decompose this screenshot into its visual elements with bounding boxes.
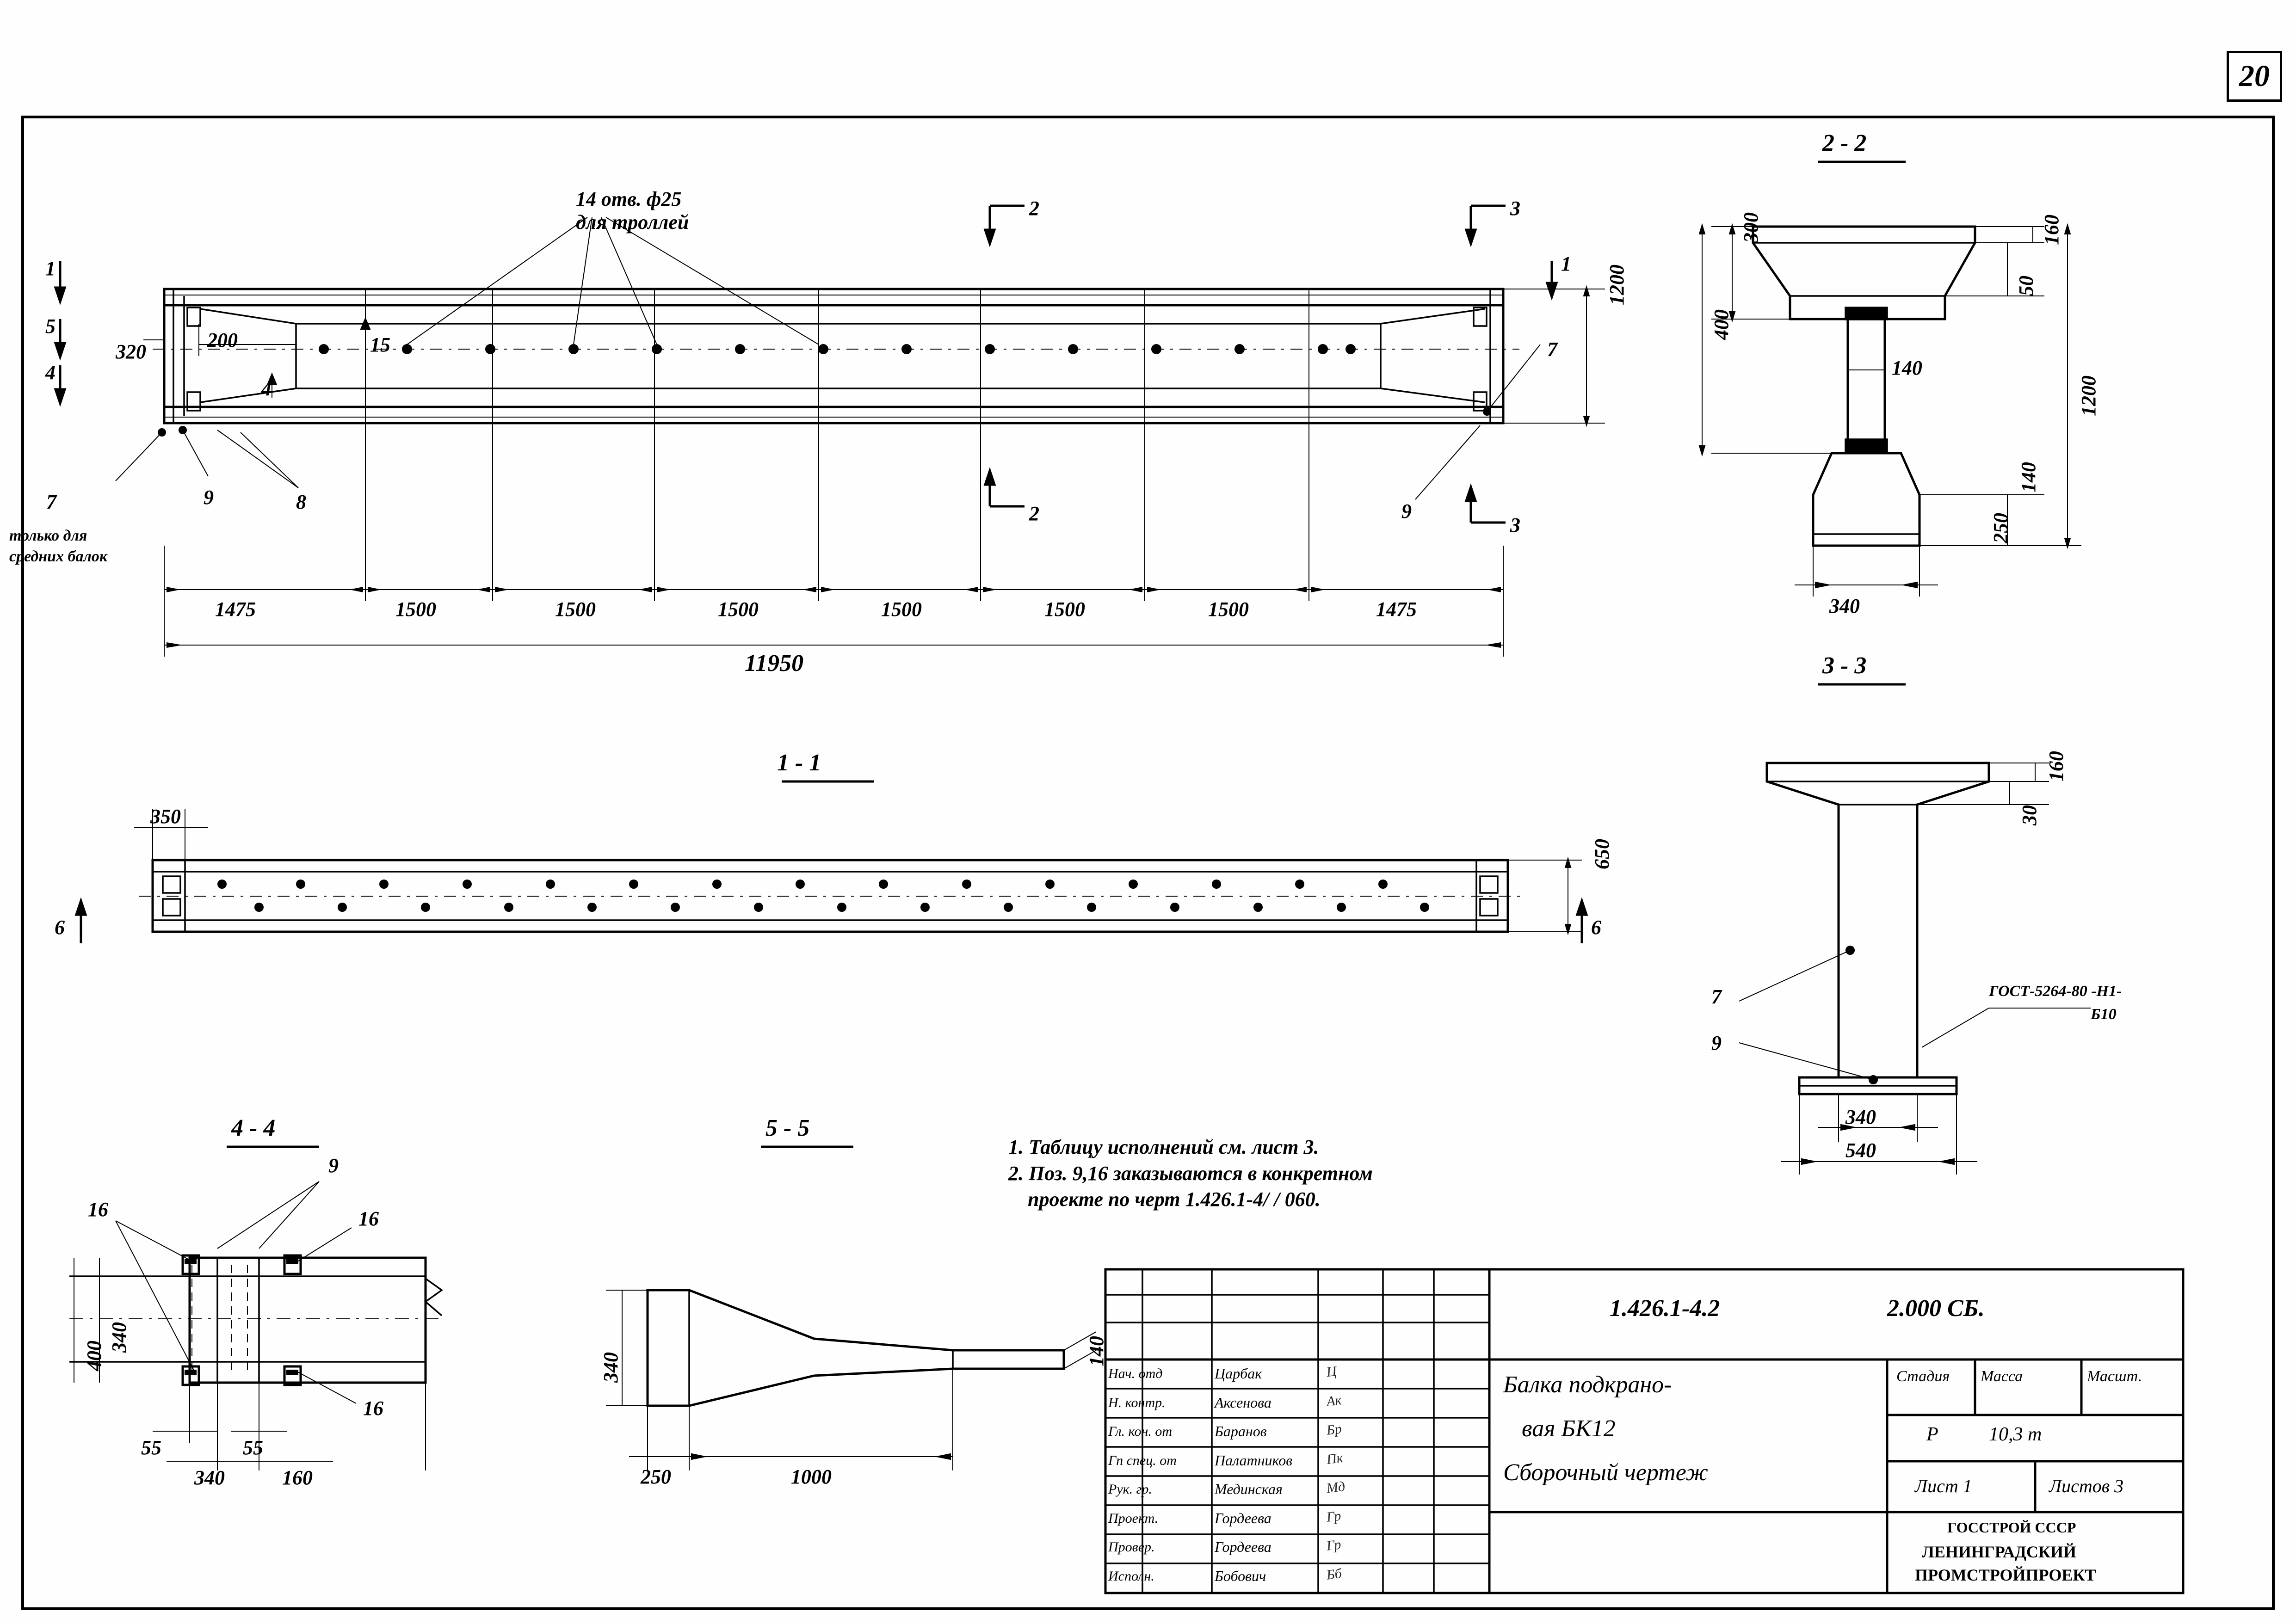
chain-dim-6: 1500 xyxy=(1208,598,1249,621)
pos-7-s33: 7 xyxy=(1711,985,1722,1008)
section-mark-2-top: 2 xyxy=(1029,197,1039,220)
sheet-label: Лист 1 xyxy=(1915,1476,1972,1496)
dim-160-s33: 160 xyxy=(2045,751,2068,781)
chain-dim-0: 1475 xyxy=(215,598,256,621)
dim-140-v55: 140 xyxy=(1085,1336,1108,1366)
dim-55-a: 55 xyxy=(141,1436,161,1459)
chain-dim-3: 1500 xyxy=(718,598,759,621)
pos-8: 8 xyxy=(296,491,306,513)
dim-340-s33: 340 xyxy=(1845,1106,1876,1128)
title-line-3: Сборочный чертеж xyxy=(1503,1459,1708,1486)
role-name: Гордеева xyxy=(1215,1509,1271,1526)
role-label: Гп спец. от xyxy=(1108,1452,1177,1468)
pos-16-left: 16 xyxy=(88,1198,108,1221)
pos-9-s33: 9 xyxy=(1711,1032,1722,1054)
note-line-1: 1. Таблицу исполнений см. лист 3. xyxy=(1008,1136,1319,1158)
section-mark-5-left: 5 xyxy=(45,315,56,338)
drawing-code: 1.426.1-4.2 xyxy=(1610,1295,1720,1322)
holes-note-line2: для троллей xyxy=(576,211,689,234)
dim-540-s33: 540 xyxy=(1845,1139,1876,1162)
role-name: Мединская xyxy=(1215,1481,1283,1497)
title-line-2: вая БК12 xyxy=(1522,1415,1616,1442)
dim-1000-v55: 1000 xyxy=(791,1465,832,1488)
role-signature: Гр xyxy=(1326,1537,1342,1554)
dim-200: 200 xyxy=(207,329,238,351)
dim-1200-plan: 1200 xyxy=(1605,265,1628,305)
dim-1200-section: 1200 xyxy=(2077,375,2100,416)
sheets-label: Листов 3 xyxy=(2049,1476,2124,1496)
mass-header: Масса xyxy=(1981,1368,2023,1385)
dim-250: 250 xyxy=(1989,513,2012,543)
view-4-4-title: 4 - 4 xyxy=(231,1115,276,1141)
dim-140-web: 140 xyxy=(1892,357,1922,379)
dim-340-v44b: 340 xyxy=(194,1466,225,1489)
chain-dim-4: 1500 xyxy=(881,598,922,621)
note-line-2: 2. Поз. 9,16 заказываются в конкретном xyxy=(1008,1162,1373,1185)
view-5-5-title: 5 - 5 xyxy=(765,1115,810,1141)
dim-140-bot: 140 xyxy=(2017,462,2040,492)
role-signature: Мд xyxy=(1326,1478,1346,1496)
section-mark-3-top: 3 xyxy=(1510,197,1520,220)
role-label: Н. контр. xyxy=(1108,1395,1166,1410)
view-1-1-title: 1 - 1 xyxy=(777,750,821,776)
role-signature: Гр xyxy=(1326,1507,1342,1525)
dim-340-v55: 340 xyxy=(599,1352,622,1383)
role-signature: Бр xyxy=(1326,1421,1343,1438)
chain-dim-7: 1475 xyxy=(1376,598,1417,621)
section-2-2-title: 2 - 2 xyxy=(1822,130,1867,156)
pos-7-right: 7 xyxy=(1547,338,1557,361)
section-mark-1-left: 1 xyxy=(45,257,56,280)
pos-16-bottom: 16 xyxy=(363,1397,383,1420)
stage-header: Стадия xyxy=(1896,1368,1950,1385)
dim-320: 320 xyxy=(116,340,146,363)
pos-9-v44: 9 xyxy=(328,1154,339,1177)
only-for-middle-line2: средних балок xyxy=(9,548,108,565)
role-name: Палатников xyxy=(1215,1452,1293,1469)
role-signature: Бб xyxy=(1326,1565,1343,1583)
chain-dim-2: 1500 xyxy=(555,598,596,621)
dim-350: 350 xyxy=(150,805,181,828)
org-line-1: ГОССТРОЙ СССР xyxy=(1947,1519,2076,1536)
weld-note-line1: ГОСТ-5264-80 -Н1- xyxy=(1989,983,2122,1000)
pos-16-right: 16 xyxy=(358,1207,379,1230)
dim-400: 400 xyxy=(1710,309,1733,340)
dim-55-b: 55 xyxy=(243,1436,263,1459)
total-length-dim: 11950 xyxy=(745,650,804,677)
dim-340-section22: 340 xyxy=(1829,595,1860,617)
role-label: Исполн. xyxy=(1108,1568,1154,1584)
mass-value: 10,3 т xyxy=(1989,1424,2042,1445)
pos-9-left: 9 xyxy=(204,486,214,509)
role-label: Проект. xyxy=(1108,1510,1159,1526)
pos-7-left: 7 xyxy=(46,491,56,513)
dim-30-s33: 30 xyxy=(2018,805,2041,825)
note-line-3: проекте по черт 1.426.1-4/ / 060. xyxy=(1028,1188,1321,1211)
section-mark-6-left: 6 xyxy=(55,916,65,939)
role-signature: Пк xyxy=(1326,1450,1344,1467)
dim-160-v44: 160 xyxy=(282,1466,313,1489)
dim-50: 50 xyxy=(2015,276,2037,296)
pos-15: 15 xyxy=(370,333,390,356)
scale-header: Масшт. xyxy=(2087,1368,2142,1385)
role-name: Гордеева xyxy=(1215,1538,1271,1555)
section-3-3-title: 3 - 3 xyxy=(1822,652,1867,679)
role-name: Баранов xyxy=(1215,1423,1267,1439)
section-mark-2-bottom: 2 xyxy=(1029,502,1039,525)
chain-dim-5: 1500 xyxy=(1044,598,1085,621)
dim-250-v55: 250 xyxy=(641,1465,671,1488)
dim-300: 300 xyxy=(1740,212,1762,243)
weld-note-line2: Б10 xyxy=(2091,1006,2117,1023)
dim-340-v44: 340 xyxy=(108,1322,130,1353)
dim-650: 650 xyxy=(1591,839,1613,869)
section-mark-1-right: 1 xyxy=(1561,252,1571,275)
org-line-2: ЛЕНИНГРАДСКИЙ xyxy=(1922,1543,2077,1561)
role-signature: Ц xyxy=(1326,1363,1338,1380)
holes-note-line1: 14 отв. ф25 xyxy=(576,188,682,210)
role-signature: Ак xyxy=(1326,1392,1343,1409)
role-label: Провер. xyxy=(1108,1539,1155,1555)
role-label: Рук. гр. xyxy=(1108,1482,1152,1497)
org-line-3: ПРОМСТРОЙПРОЕКТ xyxy=(1915,1566,2096,1584)
section-mark-6-right: 6 xyxy=(1591,916,1601,939)
section-mark-4-left: 4 xyxy=(45,361,56,384)
only-for-middle-line1: только для xyxy=(9,527,87,544)
role-label: Нач. отд xyxy=(1108,1366,1163,1381)
role-label: Гл. кон. от xyxy=(1108,1424,1172,1439)
page-number: 20 xyxy=(2239,59,2270,93)
stage-value: Р xyxy=(1926,1424,1938,1445)
drawing-sub-code: 2.000 СБ. xyxy=(1887,1295,1985,1322)
dim-400-v44: 400 xyxy=(83,1341,105,1371)
role-name: Аксенова xyxy=(1215,1394,1271,1411)
pos-4: 4 xyxy=(261,377,272,400)
pos-9-right: 9 xyxy=(1401,500,1412,523)
dim-160: 160 xyxy=(2040,215,2063,245)
role-name: Царбак xyxy=(1215,1365,1262,1382)
section-mark-3-bottom: 3 xyxy=(1510,514,1520,536)
title-line-1: Балка подкрано- xyxy=(1503,1372,1672,1398)
chain-dim-1: 1500 xyxy=(395,598,436,621)
role-name: Бобович xyxy=(1215,1567,1266,1584)
